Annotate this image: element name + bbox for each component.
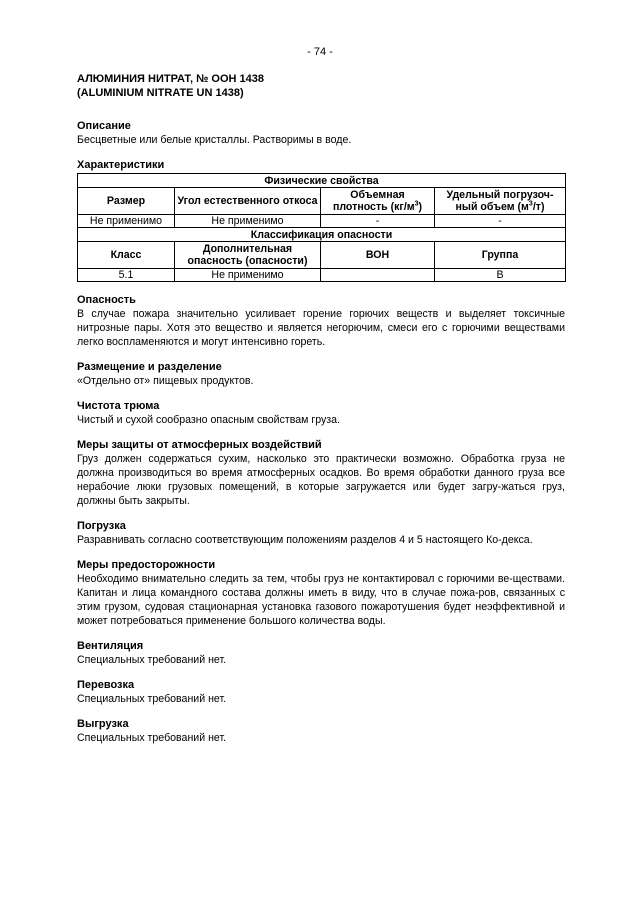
section-heading: Перевозка <box>77 679 135 691</box>
column-header-subsidiary-hazard: Дополнительная опасность (опасности) <box>175 242 321 269</box>
value-group: B <box>435 269 566 282</box>
section-hold-cleanliness <box>77 400 565 427</box>
column-header-size: Размер <box>78 188 175 215</box>
column-header-group: Группа <box>435 242 566 269</box>
section-text: «Отдельно от» пищевых продуктов. <box>77 375 254 387</box>
section-precautions <box>77 559 565 628</box>
section-discharge <box>77 718 565 745</box>
section-hazard <box>77 294 565 349</box>
section-carriage <box>77 679 565 706</box>
section-heading: Погрузка <box>77 520 126 532</box>
column-header-bulk-density: Объемная плотность $(кг/м^3)$ <box>321 188 435 215</box>
value-stowage-factor: - <box>435 215 566 228</box>
section-text: Чистый и сухой сообразно опасным свойствам груза. <box>77 414 340 426</box>
column-header-angle-of-repose: Угол естественного откоса <box>175 188 321 215</box>
section-text: Груз должен содержаться сухим, насколько это практически возможно. Обработка груза не должна производиться во время атмосферных осадков. Во время обработки данного груза все нерабочие люки грузовых помещений, в которые загружается или будет загру-жаться груз, должны быть закрыты. <box>77 453 565 507</box>
column-header-stowage-factor: Удельный погрузоч-ный объем $(м^3/т)$ <box>435 188 566 215</box>
section-heading: Размещение и разделение <box>77 361 222 373</box>
section-heading: Меры защиты от атмосферных воздействий <box>77 439 322 451</box>
document-title-line-1: АЛЮМИНИЯ НИТРАТ, № ООН 1438 <box>77 73 264 85</box>
section-text: Специальных требований нет. <box>77 693 227 705</box>
section-stowage <box>77 361 565 388</box>
section-heading: Опасность <box>77 294 136 306</box>
section-text: Необходимо внимательно следить за тем, чтобы груз не контактировал с горючими ве-ществами. Капитан и лица командного состава должны иметь в виду, что в случае пожа-ров, связанных с этим грузом, судовая стационарная установка газового пожаротушения будет неэффективной и может потребоваться применение большого количества воды. <box>77 573 565 627</box>
section-heading: Меры предосторожности <box>77 559 216 571</box>
section-heading: Описание <box>77 120 131 132</box>
section-weather-precautions <box>77 439 565 508</box>
document-title-line-2: (ALUMINIUM NITRATE UN 1438) <box>77 87 244 99</box>
section-text: Специальных требований нет. <box>77 654 227 666</box>
value-subsidiary-hazard: Не применимо <box>175 269 321 282</box>
value-angle-of-repose: Не применимо <box>175 215 321 228</box>
document-content <box>77 72 565 745</box>
page-number: - 74 - <box>307 46 333 58</box>
section-ventilation <box>77 640 565 667</box>
section-heading: Вентиляция <box>77 640 144 652</box>
section-loading <box>77 520 565 547</box>
hazard-classification-header: Классификация опасности <box>78 228 566 242</box>
section-characteristics <box>77 159 565 282</box>
section-description <box>77 120 565 147</box>
properties-table <box>77 173 566 282</box>
section-heading: Чистота трюма <box>77 400 160 412</box>
value-mhb <box>321 269 435 282</box>
section-text: Разравнивать согласно соответствующим положениям разделов 4 и 5 настоящего Ко-декса. <box>77 534 533 546</box>
physical-properties-header: Физические свойства <box>78 174 566 188</box>
section-heading: Характеристики <box>77 159 165 171</box>
value-class: 5.1 <box>78 269 175 282</box>
section-text: Бесцветные или белые кристаллы. Растворимы в воде. <box>77 134 352 146</box>
section-text: Специальных требований нет. <box>77 732 227 744</box>
section-heading: Выгрузка <box>77 718 129 730</box>
column-header-class: Класс <box>78 242 175 269</box>
column-header-mhb: ВОН <box>321 242 435 269</box>
value-bulk-density: - <box>321 215 435 228</box>
value-size: Не применимо <box>78 215 175 228</box>
section-text: В случае пожара значительно усиливает горение горючих веществ и выделяет токсичные нитрозные пары. Хотя это вещество и является негорючим, смеси его с горючими веществами легко воспламеняются и могут интенсивно гореть. <box>77 308 565 348</box>
